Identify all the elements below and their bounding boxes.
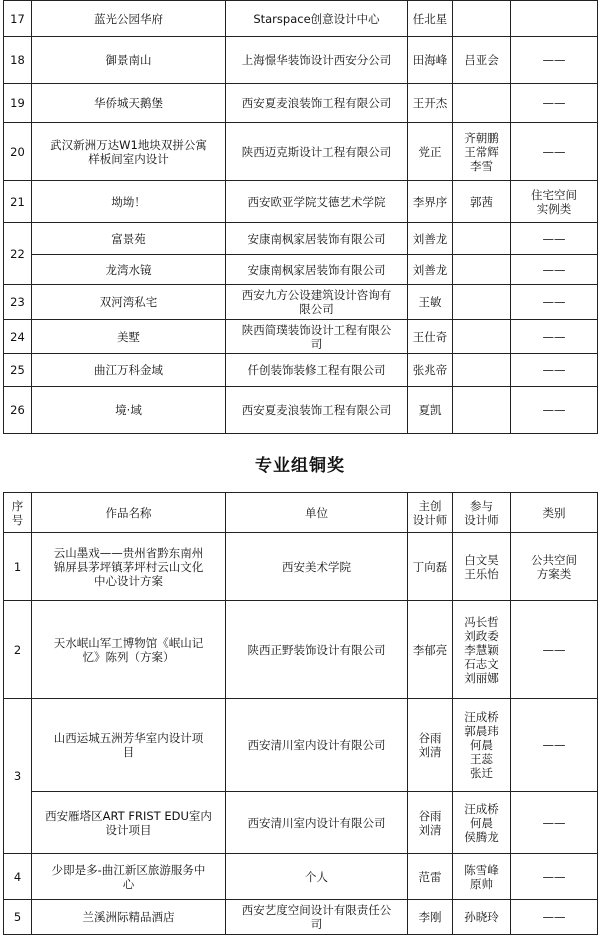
section-title: 专业组铜奖 <box>255 456 345 476</box>
cell-participants: 汪成桥 何晨 侯腾龙 <box>453 792 511 854</box>
cell-unit: 西安夏麦浪装饰工程有限公司 <box>226 84 408 123</box>
cell-work-name: 蓝光公园华府 <box>32 1 226 37</box>
cell-no: 2 <box>4 601 32 699</box>
cell-category: 公共空间 方案类 <box>511 533 598 601</box>
cell-no: 5 <box>4 900 32 935</box>
cell-category: —— <box>511 37 598 84</box>
table-row <box>4 320 598 354</box>
cell-unit: 西安欧亚学院艾德艺术学院 <box>226 181 408 223</box>
cell-no: 21 <box>4 181 32 223</box>
cell-category: —— <box>511 354 598 387</box>
cell-participants <box>453 1 511 37</box>
cell-designer: 夏凯 <box>408 387 453 434</box>
cell-unit: 西安清川室内设计有限公司 <box>226 699 408 792</box>
table-row <box>4 354 598 387</box>
cell-designer: 田海峰 <box>408 37 453 84</box>
cell-participants <box>453 255 511 285</box>
cell-work-name: 双河湾私宅 <box>32 285 226 320</box>
cell-unit: 西安清川室内设计有限公司 <box>226 792 408 854</box>
table-row <box>4 1 598 37</box>
cell-unit: 陕西迈克斯设计工程有限公司 <box>226 123 408 181</box>
cell-unit: 安康南枫家居装饰有限公司 <box>226 255 408 285</box>
cell-work-name: 少即是多-曲江新区旅游服务中 心 <box>32 854 226 900</box>
cell-unit: 西安夏麦浪装饰工程有限公司 <box>226 387 408 434</box>
cell-participants <box>453 320 511 354</box>
cell-designer: 刘善龙 <box>408 223 453 255</box>
header-participants: 参与 设计师 <box>453 493 511 533</box>
cell-category: —— <box>511 387 598 434</box>
header-designer: 主创 设计师 <box>408 493 453 533</box>
table-row <box>4 699 598 792</box>
table-row <box>4 223 598 255</box>
cell-no: 25 <box>4 354 32 387</box>
table-row <box>4 900 598 935</box>
cell-participants <box>453 285 511 320</box>
cell-designer: 张兆帝 <box>408 354 453 387</box>
cell-unit: 个人 <box>226 854 408 900</box>
cell-category: —— <box>511 900 598 935</box>
cell-no: 23 <box>4 285 32 320</box>
cell-category: —— <box>511 255 598 285</box>
table-row <box>4 792 598 854</box>
cell-designer: 丁向磊 <box>408 533 453 601</box>
cell-work-name: 龙湾水镜 <box>32 255 226 285</box>
cell-unit: 西安艺度空间设计有限责任公 司 <box>226 900 408 935</box>
table-row <box>4 533 598 601</box>
table-row <box>4 854 598 900</box>
cell-no: 24 <box>4 320 32 354</box>
cell-participants: 汪成桥 郭晨玮 何晨 王蕊 张迁 <box>453 699 511 792</box>
cell-no: 18 <box>4 37 32 84</box>
table-row <box>4 84 598 123</box>
cell-no: 26 <box>4 387 32 434</box>
bronze-award-table <box>3 492 598 935</box>
cell-unit: 仟创装饰装修工程有限公司 <box>226 354 408 387</box>
cell-unit: 陕西简璞装饰设计工程有限公 司 <box>226 320 408 354</box>
cell-unit: 西安九方公设建筑设计咨询有 限公司 <box>226 285 408 320</box>
cell-work-name: 兰溪洲际精品酒店 <box>32 900 226 935</box>
cell-designer: 党正 <box>408 123 453 181</box>
cell-designer: 谷雨 刘清 <box>408 792 453 854</box>
cell-work-name: 武汉新洲万达W1地块双拼公寓 样板间室内设计 <box>32 123 226 181</box>
cell-participants: 齐朝鹏 王常辉 李雪 <box>453 123 511 181</box>
cell-work-name: 华侨城天鹅堡 <box>32 84 226 123</box>
cell-category: —— <box>511 223 598 255</box>
cell-participants <box>453 223 511 255</box>
cell-designer: 谷雨 刘清 <box>408 699 453 792</box>
cell-work-name: 天水岷山军工博物馆《岷山记 忆》陈列（方案） <box>32 601 226 699</box>
cell-work-name: 境·域 <box>32 387 226 434</box>
table-row <box>4 255 598 285</box>
cell-no: 20 <box>4 123 32 181</box>
cell-participants: 孙晓玲 <box>453 900 511 935</box>
cell-category: —— <box>511 320 598 354</box>
cell-work-name: 美墅 <box>32 320 226 354</box>
cell-work-name: 山西运城五洲芳华室内设计项 目 <box>32 699 226 792</box>
cell-designer: 李郁亮 <box>408 601 453 699</box>
cell-participants: 陈雪峰 原帅 <box>453 854 511 900</box>
cell-category: —— <box>511 854 598 900</box>
cell-participants <box>453 84 511 123</box>
cell-designer: 李界序 <box>408 181 453 223</box>
cell-work-name: 坳坳！ <box>32 181 226 223</box>
table-row <box>4 601 598 699</box>
award-table-continued <box>3 0 598 434</box>
table-row <box>4 123 598 181</box>
table-row <box>4 387 598 434</box>
cell-work-name: 西安雁塔区ART FRIST EDU室内 设计项目 <box>32 792 226 854</box>
table-row <box>4 285 598 320</box>
cell-unit: 安康南枫家居装饰有限公司 <box>226 223 408 255</box>
cell-category: —— <box>511 84 598 123</box>
cell-participants <box>453 354 511 387</box>
cell-participants: 白文昊 王乐怡 <box>453 533 511 601</box>
cell-designer: 刘善龙 <box>408 255 453 285</box>
table-row <box>4 37 598 84</box>
cell-designer: 王敏 <box>408 285 453 320</box>
cell-work-name: 云山墨戏——贵州省黔东南州 锦屏县茅坪镇茅坪村云山文化 中心设计方案 <box>32 533 226 601</box>
header-category: 类别 <box>511 493 598 533</box>
header-name: 作品名称 <box>32 493 226 533</box>
cell-no: 19 <box>4 84 32 123</box>
cell-unit: 西安美术学院 <box>226 533 408 601</box>
cell-designer: 范雷 <box>408 854 453 900</box>
table-header-row <box>4 493 598 533</box>
cell-unit: 上海憬华装饰设计西安分公司 <box>226 37 408 84</box>
cell-work-name: 富景苑 <box>32 223 226 255</box>
cell-category: 住宅空间 实例类 <box>511 181 598 223</box>
cell-category: —— <box>511 285 598 320</box>
cell-designer: 李刚 <box>408 900 453 935</box>
cell-work-name: 曲江万科金域 <box>32 354 226 387</box>
header-unit: 单位 <box>226 493 408 533</box>
cell-no: 22 <box>4 223 32 285</box>
cell-participants <box>453 387 511 434</box>
cell-category <box>511 1 598 37</box>
cell-participants: 吕亚会 <box>453 37 511 84</box>
cell-no: 4 <box>4 854 32 900</box>
cell-participants: 冯长哲 刘政委 李慧颖 石志文 刘丽娜 <box>453 601 511 699</box>
cell-no: 3 <box>4 699 32 854</box>
cell-designer: 任北星 <box>408 1 453 37</box>
cell-participants: 郭茜 <box>453 181 511 223</box>
cell-designer: 王开杰 <box>408 84 453 123</box>
cell-no: 17 <box>4 1 32 37</box>
cell-category: —— <box>511 601 598 699</box>
cell-unit: Starspace创意设计中心 <box>226 1 408 37</box>
cell-category: —— <box>511 123 598 181</box>
table-row <box>4 181 598 223</box>
cell-work-name: 御景南山 <box>32 37 226 84</box>
cell-unit: 陕西正野装饰设计有限公司 <box>226 601 408 699</box>
cell-no: 1 <box>4 533 32 601</box>
header-no: 序 号 <box>4 493 32 533</box>
cell-designer: 王仕奇 <box>408 320 453 354</box>
cell-category: —— <box>511 792 598 854</box>
cell-category: —— <box>511 699 598 792</box>
